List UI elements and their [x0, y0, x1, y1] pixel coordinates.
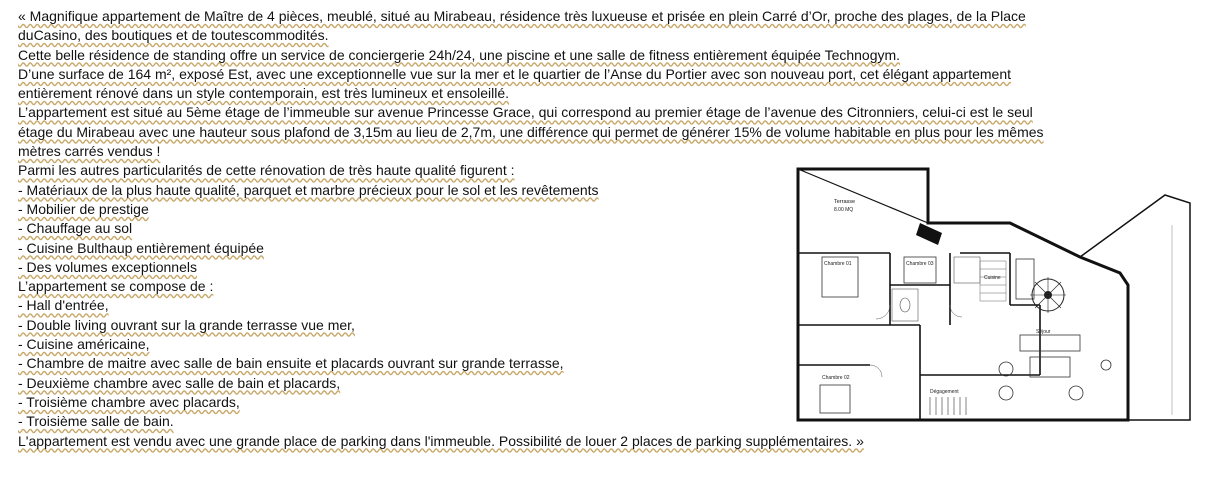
feature-item: - Des volumes exceptionnels — [18, 258, 197, 275]
plan-label-room: Chambre 03 — [906, 261, 934, 267]
wall-pillar — [916, 223, 942, 245]
bathroom-1 — [892, 289, 918, 321]
armchair — [999, 386, 1013, 400]
paragraph-intro: « Magnifique appartement de Maître de 4 pièces, meublé, situé au Mirabeau, résidence très luxueuse et prisée en plein Carré d’Or, proche des plages, de la Place — [18, 8, 1026, 24]
entry-stairs — [930, 397, 966, 415]
terrace-edge — [798, 169, 928, 223]
room-item: - Troisième salle de bain. — [18, 413, 174, 430]
plan-label-room: Chambre 02 — [822, 375, 850, 381]
room-item: - Double living ouvrant sur la grande terrasse vue mer, — [18, 316, 355, 333]
room-item: - Cuisine américaine, — [18, 336, 150, 353]
interior-walls — [798, 253, 1040, 420]
paragraph-floor-end: mètres carrés vendus ! — [18, 143, 161, 160]
feature-item: - Chauffage au sol — [18, 220, 133, 237]
paragraph-residence: Cette belle résidence de standing offre un service de conciergerie 24h/24, une piscine et une salle de fitness entièrement équipée Technogym. — [18, 46, 901, 63]
bed-third — [820, 385, 850, 413]
paragraph-parking: L'appartement est vendu avec une grande place de parking dans l'immeuble. Possibilité de louer 2 places de parking supplémentaires. » — [18, 432, 864, 449]
closet — [980, 261, 1006, 301]
room-item: - Chambre de maitre avec salle de bain ensuite et placards ouvrant sur grande terrasse, — [18, 355, 564, 372]
paragraph-composition-intro: L’appartement se compose de : — [18, 278, 214, 295]
room-item: - Troisième chambre avec placards, — [18, 393, 240, 410]
paragraph-surface-cont: entièrement rénové dans un style contemporain, est très lumineux et ensoleillé. — [18, 85, 510, 102]
dining-rays — [1030, 277, 1066, 313]
armchair — [999, 362, 1013, 376]
door-arc — [950, 305, 962, 317]
plan-label-terrace-area: 8.00 MQ — [834, 207, 854, 213]
coffee-table — [1030, 357, 1070, 377]
paragraph-intro-cont: duCasino, des boutiques et de toutescommodités. — [18, 27, 329, 44]
plan-label-room: Chambre 01 — [824, 261, 852, 267]
paragraph-floor-cont: étage du Mirabeau avec une hauteur sous plafond de 3,15m au lieu de 2,7m, une différence qui permet de générer 15% de volume habitable en plus pour les mêmes — [18, 123, 1044, 140]
side-table — [1101, 360, 1111, 370]
door-arc — [870, 365, 882, 377]
sofa — [1020, 335, 1080, 351]
paragraph-surface: D’une surface de 164 m², exposé Est, avec une exceptionnelle vue sur la mer et le quartier de l’Anse du Portier avec son nouveau port, cet élégant appartement — [18, 65, 1012, 82]
bathtub — [900, 298, 910, 312]
room-item: - Hall d'entrée, — [18, 297, 109, 314]
plan-label-room: Cuisine — [984, 275, 1001, 281]
plan-label-room: Séjour — [1036, 329, 1051, 335]
paragraph-features-intro: Parmi les autres particularités de cette rénovation de très haute qualité figurent : — [18, 162, 515, 179]
feature-item: - Mobilier de prestige — [18, 200, 149, 217]
paragraph-floor: L’appartement est situé au 5ème étage de l’immeuble sur avenue Princesse Grace, qui correspond au premier étage de l’avenue des Citronniers, celui-ci est le seul — [18, 104, 1033, 121]
terrace-facade — [1080, 195, 1190, 420]
armchair — [1069, 386, 1083, 400]
kitchen-counter — [1016, 259, 1034, 299]
plan-label-terrace: Terrasse — [834, 199, 856, 205]
floor-plan-drawing — [780, 165, 1200, 425]
feature-item: - Cuisine Bulthaup entièrement équipée — [18, 239, 264, 256]
door-arc — [876, 305, 890, 319]
feature-item: - Matériaux de la plus haute qualité, parquet et marbre précieux pour le sol et les revêtements — [18, 181, 599, 198]
floor-plan-image — [780, 165, 1200, 425]
bathroom-2 — [954, 257, 980, 283]
room-item: - Deuxième chambre avec salle de bain et placards, — [18, 374, 341, 391]
plan-label-room: Dégagement — [930, 389, 959, 395]
